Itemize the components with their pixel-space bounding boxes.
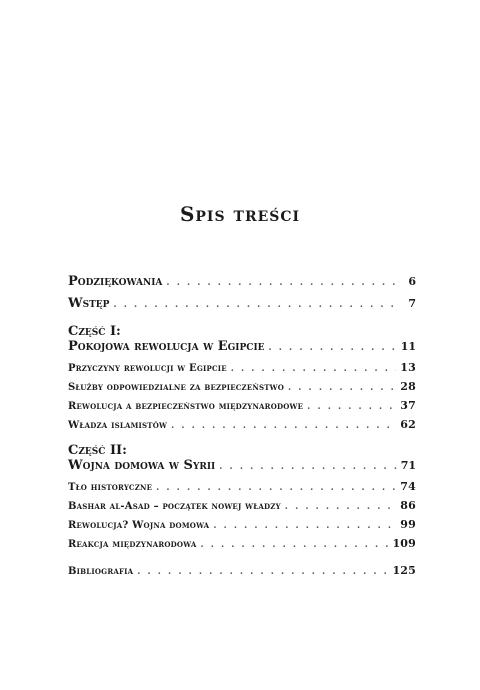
toc-entry-page: 37	[400, 399, 416, 412]
toc-entry-label: Rewolucja a bezpieczeństwo międzynarodowe	[68, 401, 304, 412]
toc-entry-page: 71	[400, 459, 416, 472]
toc-entry-label: Służby odpowiedzialne za bezpieczeństwo	[68, 382, 285, 393]
toc-entry-page: 86	[400, 499, 416, 512]
toc-entry-page: 62	[400, 418, 416, 431]
dot-leader	[231, 364, 397, 374]
toc-entry-label: Rewolucja? Wojna domowa	[68, 520, 210, 531]
toc-entry[interactable]	[68, 380, 416, 399]
dot-leader	[113, 300, 398, 310]
toc-entry-label: Wojna domowa w Syrii	[68, 458, 216, 473]
toc-entry-page: 13	[400, 361, 416, 374]
toc-entry[interactable]	[68, 537, 416, 556]
toc-entry-label: Pokojowa rewolucja w Egipcie	[68, 339, 265, 354]
toc-entry-label: Podziękowania	[68, 274, 163, 289]
toc-entry-page: 125	[392, 564, 416, 577]
toc-entry-wstep[interactable]	[68, 296, 416, 318]
toc-entry-label: Przyczyny rewolucji w Egipcie	[68, 363, 227, 374]
toc-entry-part-1-title[interactable]	[68, 339, 416, 361]
toc-entry-page: 11	[400, 340, 416, 353]
toc-entry[interactable]	[68, 399, 416, 418]
toc-entry-page: 6	[408, 275, 416, 288]
toc-entry[interactable]	[68, 480, 416, 499]
dot-leader	[219, 462, 396, 472]
dot-leader	[269, 343, 397, 353]
toc-entry-page: 74	[400, 480, 416, 493]
toc-entry[interactable]	[68, 518, 416, 537]
toc-entry-label: Tło historyczne	[68, 482, 153, 493]
toc-entry-label: Wstęp	[68, 296, 110, 311]
toc-entry[interactable]	[68, 499, 416, 518]
page-title: Spis treści	[179, 202, 301, 226]
toc-entry-label: Reakcja międzynarodowa	[68, 539, 197, 550]
toc-entry-page: 109	[392, 537, 416, 550]
dot-leader	[213, 521, 396, 531]
toc-entry-page: 7	[408, 297, 416, 310]
dot-leader	[288, 383, 396, 393]
toc-entry-label: Władza islamistów	[68, 420, 168, 431]
toc-entry[interactable]	[68, 418, 416, 437]
toc-entry-label: Bashar al-Asad – początek nowej władzy	[68, 501, 281, 512]
table-of-contents	[68, 274, 416, 583]
toc-entry-part-2-title[interactable]	[68, 458, 416, 480]
toc-entry-page: 99	[400, 518, 416, 531]
dot-leader	[285, 502, 396, 512]
toc-entry-bibliografia[interactable]	[68, 564, 416, 583]
toc-entry-podziekowania[interactable]	[68, 274, 416, 296]
dot-leader	[166, 278, 398, 288]
dot-leader	[307, 402, 396, 412]
dot-leader	[156, 483, 396, 493]
toc-entry-page: 28	[400, 380, 416, 393]
part-1-heading: Część I:	[68, 324, 121, 339]
dot-leader	[137, 567, 388, 577]
toc-entry[interactable]	[68, 361, 416, 380]
part-2-heading: Część II:	[68, 443, 127, 458]
dot-leader	[171, 421, 396, 431]
toc-entry-label: Bibliografia	[68, 566, 134, 577]
dot-leader	[200, 540, 388, 550]
